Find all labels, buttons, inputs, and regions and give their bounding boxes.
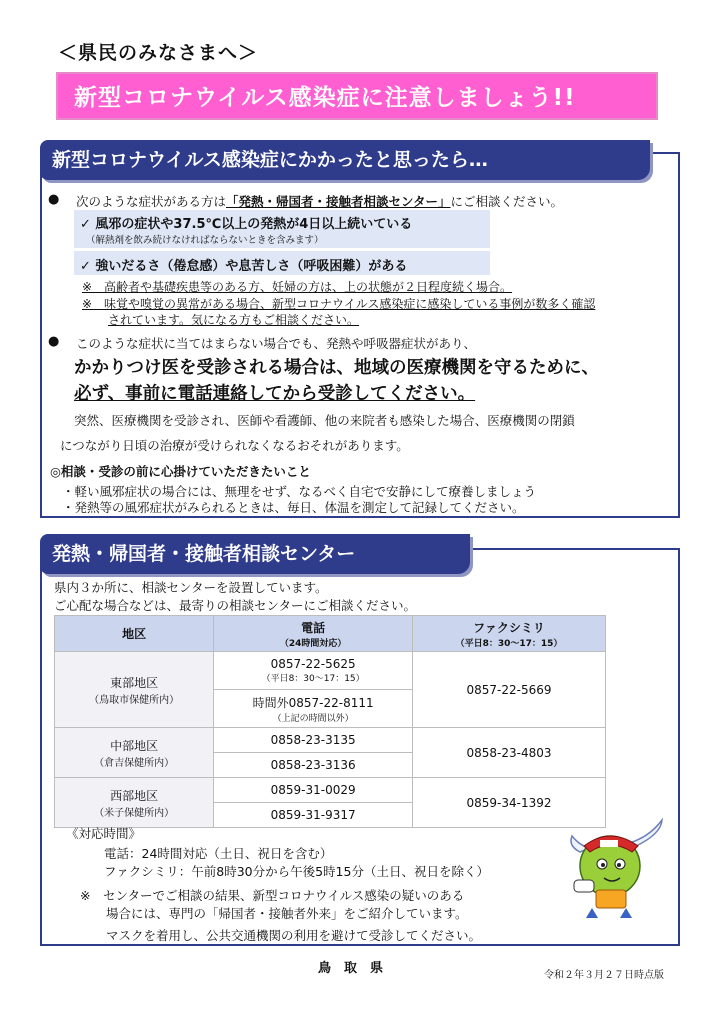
body-text-2: につながり日頃の治療が受けられなくなるおそれがあります。 [60,438,409,453]
table-header-phone: 電話 （24時間対応） [214,616,413,652]
advice-1: ・軽い風邪症状の場合には、無理をせず、なるべく自宅で安静にして療養しましょう [62,484,537,499]
referral-note-1: ※ センターでご相談の結果、新型コロナウイルス感染の疑いのある [80,888,465,903]
west-phone-2: 0859-31-9317 [214,803,413,828]
symptom-1-note: （解熱剤を飲み続けなければならないときを含みます） [86,235,324,246]
page-title: 新型コロナウイルス感染症に注意しましょう!! [56,72,658,120]
center-intro-2: ご心配な場合などは、最寄りの相談センターにご相談ください。 [54,598,417,613]
emphasis-line-1: かかりつけ医を受診される場合は、地域の医療機関を守るために、 [74,358,599,378]
bullet2-text: このような症状に当てはまらない場合でも、発熱や呼吸器症状があり、 [76,336,477,351]
central-fax: 0858-23-4803 [413,728,606,778]
east-phone-1: 0857-22-5625 （平日8：30〜17：15） [214,652,413,690]
mascot-illustration [566,816,664,920]
table-row [55,728,606,753]
referral-note-2: 場合には、専門の「帰国者・接触者外来」をご紹介しています。 [106,906,468,921]
central-phone-2: 0858-23-3136 [214,753,413,778]
audience-label: ＜県民のみなさまへ＞ [58,42,259,64]
west-fax: 0859-34-1392 [413,778,606,828]
region-central: 中部地区 （倉吉保健所内） [55,728,214,778]
table-row [55,652,606,690]
region-west: 西部地区 （米子保健所内） [55,778,214,828]
hours-title: 《対応時間》 [66,826,142,841]
hours-phone: 電話：24時間対応（土日、祝日を含む） [104,846,333,861]
region-east: 東部地区 （鳥取市保健所内） [55,652,214,728]
note-taste-smell: ※ 味覚や嗅覚の異常がある場合、新型コロナウイルス感染症に感染している事例が数多く確認 [82,297,596,311]
advice-2: ・発熱等の風邪症状がみられるときは、毎日、体温を測定して記録してください。 [62,500,525,515]
symptom-2: ✓ 強いだるさ（倦怠感）や息苦しさ（呼吸困難）がある [80,259,408,274]
center-contact-table [54,615,606,828]
symptom-box-1 [74,210,490,248]
west-phone-1: 0859-31-0029 [214,778,413,803]
bullet1-text [76,192,563,210]
table-row [55,778,606,803]
hours-fax: ファクシミリ：午前8時30分から午後5時15分（土日、祝日を除く） [104,864,489,879]
advice-title: ◎相談・受診の前に心掛けていただきたいこと [50,464,311,479]
table-header-region: 地区 [55,616,214,652]
note-elderly: ※ 高齢者や基礎疾患等のある方、妊婦の方は、上の状態が２日程度続く場合。 [82,280,513,294]
bullet-dot: ● [48,334,60,349]
referral-note-3: マスクを着用し、公共交通機関の利用を避けて受診してください。 [106,928,482,943]
version-date: 令和２年３月２７日時点版 [544,970,664,981]
bullet1-suffix: にご相談ください。 [450,194,564,209]
symptom-box-2 [74,251,490,275]
east-fax: 0857-22-5669 [413,652,606,728]
east-phone-2: 時間外0857-22-8111 （上記の時間以外） [214,690,413,728]
symptom-1: ✓ 風邪の症状や37.5℃以上の発熱が4日以上続いている [80,217,413,232]
emphasis-line-2: 必ず、事前に電話連絡してから受診してください。 [74,384,476,404]
bullet-dot: ● [48,192,60,207]
consultation-center-name: 「発熱・帰国者・接触者相談センター」 [226,194,451,209]
center-intro-1: 県内３か所に、相談センターを設置しています。 [54,580,328,595]
central-phone-1: 0858-23-3135 [214,728,413,753]
body-text-1: 突然、医療機関を受診され、医師や看護師、他の来院者も感染した場合、医療機関の閉鎖 [74,413,575,428]
issuer-label: 鳥 取 県 [318,961,384,976]
center-section-heading: 発熱・帰国者・接触者相談センター [40,534,470,574]
symptoms-section-heading: 新型コロナウイルス感染症にかかったと思ったら… [40,140,650,180]
table-header-fax: ファクシミリ （平日8：30〜17：15） [413,616,606,652]
note-taste-smell-cont: されています。気になる方もご相談ください。 [108,313,360,327]
bullet1-prefix: 次のような症状がある方は [76,194,227,209]
